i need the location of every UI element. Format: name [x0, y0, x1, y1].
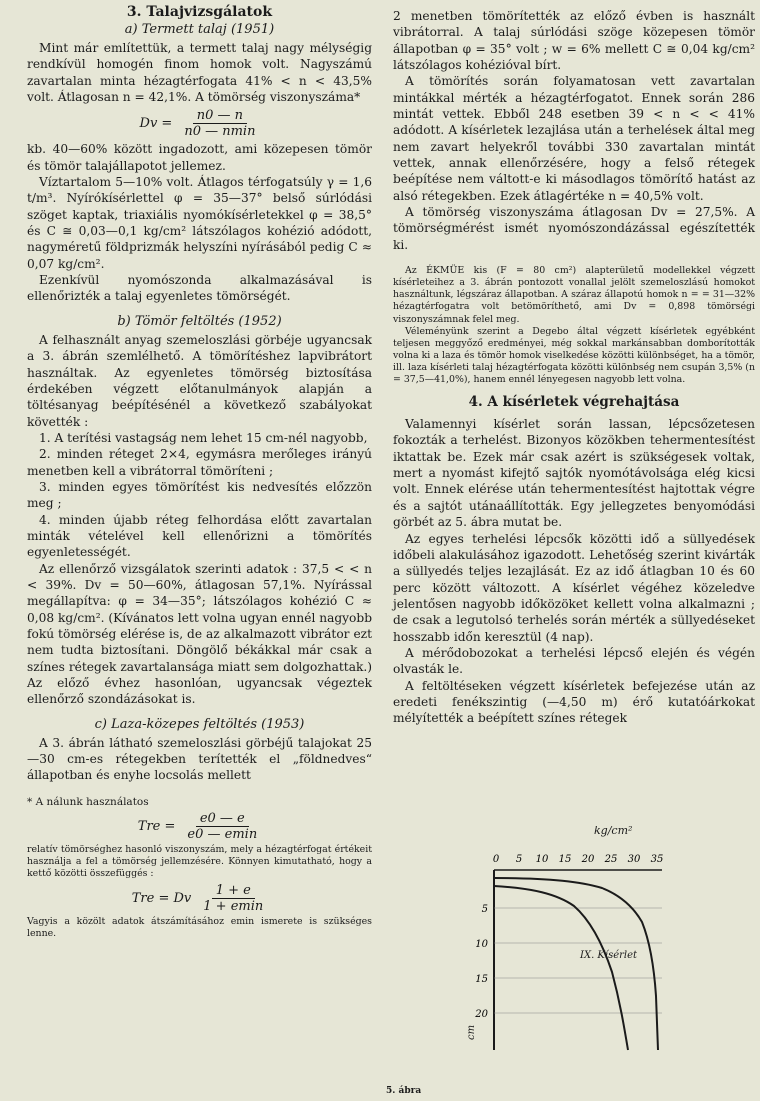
right-column [393, 0, 755, 727]
equation-relation [27, 883, 372, 914]
subsection-a-title: a) Termett talaj (1951) [124, 22, 275, 37]
y-tick-label: 20 [475, 1009, 488, 1020]
y-tick-label: 10 [475, 939, 488, 950]
x-tick-label: 25 [604, 854, 618, 865]
equation-lhs: Dv = [139, 116, 173, 132]
paragraph: kb. 40—60% között ingadozott, ami közepesen tömör és tömör talajállapotot jellemez. [27, 142, 372, 173]
paragraph: Ezenkívül nyomószonda alkalmazásával is ellenőrizték a talaj egyenletes tömörségét. [27, 273, 372, 304]
equation-lhs: Tre = Dv [131, 891, 192, 907]
equation-numerator: 1 + e [212, 883, 255, 899]
list-item: 4. minden újabb réteg felhordása előtt zavartalan minták vételével kell ellenőrizni a tömörítés egyenletességét. [27, 512, 372, 560]
equation-numerator: n0 — n [193, 108, 247, 124]
paragraph: Mint már említettük, a termett talaj nagy mélységig rendkívül homogén finom homok volt. Nagyszámú zavartalan minta hézagtérfogata 41% < n < 43,5% volt. Átlagosan n = 42,1%. A tömörség viszonyszáma* [27, 41, 372, 105]
footnote-text: Vagyis a közölt adatok átszámításához emin ismerete is szükséges lenne. [27, 916, 372, 940]
paragraph: A tömörítés során folyamatosan vett zavartalan mintákkal mérték a hézagtérfogatot. Ennek során 286 mintát vettek. Ebből 248 esetben 39 < n < < 41% adódott. A kísérletek lezajlása után a terhelések által meg nem zavart helyekről további 330 zavartalan mintát vettek, annak ellenőrzésére, hogy a felső rétegek beépítése nem váltott-e ki másodlagos tömörítő hatást az alsó rétegekben. Ezek átlagértéke n = 40,5% volt. [393, 74, 755, 203]
equation-denominator: n0 — nmin [184, 124, 256, 140]
figure-unit-label: kg/cm² [594, 826, 633, 837]
paragraph: 2 menetben tömörítették az előző évben is használt vibrátorral. A talaj súrlódási szöge közepesen tömör állapotban φ = 35° volt ; w = 6% mellett C ≅ 0,04 kg/cm² látszólagos kohézióval bírt. [393, 9, 755, 73]
equation-lhs: Tre = [137, 818, 176, 834]
paragraph: A felhasznált anyag szemeloszlási görbéje ugyancsak a 3. ábrán szemlélhető. A tömörítéshez lapvibrátort használtak. Az egyenletes tömörség biztosítása érdekében végzett előtanulmányok alapján a töltésanyag beépítésénél a következő szabályokat követték : [27, 332, 372, 429]
left-column [27, 0, 372, 940]
x-tick-label: 0 [492, 854, 500, 865]
list-item: 1. A terítési vastagság nem lehet 15 cm-nél nagyobb, [39, 430, 368, 445]
figure-caption: 5. ábra [386, 1086, 422, 1096]
x-tick-label: 5 [515, 854, 523, 865]
subsection-b-title: b) Tömör feltöltés (1952) [117, 313, 282, 329]
paragraph: A 3. ábrán látható szemeloszlási görbéjű talajokat 25—30 cm-es rétegekben terítették el „földnedves“ állapotban és enyhe locsolás mellett [27, 735, 372, 783]
paragraph: A mérődobozokat a terhelési lépcső elején és végén olvasták le. [393, 645, 755, 677]
equation-tre [27, 811, 372, 842]
equation-fraction [180, 108, 259, 139]
footnote-text: relatív tömörséghez hasonló viszonyszám, mely a hézagtérfogat értékeit használja a fel a tömörség jellemzésére. Könnyen kimutatható, hogy a kettő közötti összefüggés : [27, 843, 372, 880]
settlement-curve-lower [494, 886, 628, 1050]
y-tick-label: 5 [481, 904, 488, 915]
x-tick-label: 15 [558, 854, 572, 865]
equation-denominator: e0 — emin [187, 826, 258, 842]
x-tick-label: 20 [581, 854, 595, 865]
y-unit-label: cm [466, 1024, 477, 1040]
y-tick-labels [474, 904, 488, 1020]
x-tick-label: 10 [535, 854, 549, 865]
section-4-title: 4. A kísérletek végrehajtása [468, 394, 680, 411]
x-tick-labels [493, 854, 664, 865]
small-print-paragraph: Véleményünk szerint a Degebo által végzett kísérletek egyébként teljesen meggyőző eredményei, még sokkal markánsabban domborították volna ki a laza és tömör homok viselkedése közötti különbséget, ha a tömör, ill. laza kísérleti talaj hézagtérfogata közötti különbség nem csupán 3,5% (n = 37,5—41,0%), hanem ennél lényegesen nagyobb lett volna. [393, 325, 755, 385]
y-tick-label: 15 [475, 974, 488, 985]
paragraph: A tömörség viszonyszáma átlagosan Dv = 27,5%. A tömörségmérést ismét nyomószondázással egészítették ki. [393, 205, 755, 252]
paragraph: Víztartalom 5—10% volt. Átlagos térfogatsúly γ = 1,6 t/m³. Nyírókísérlettel φ = 35—37° belső súrlódási szöget kaptak, triaxiális nyomókísérletekkel φ = 38,5° és C ≅ 0,03—0,1 kg/cm² látszólagos kohézió adódott, nagyméretű földprizmák helyszíni nyírásából pedig C ≈ 0,07 kg/cm². [27, 175, 372, 271]
settlement-figure [462, 826, 692, 1056]
section-title: 3. Talajvizsgálatok [126, 4, 273, 20]
list-item: 3. minden egyes tömörítést kis nedvesítés előzzön meg ; [27, 479, 372, 511]
paragraph: Valamennyi kísérlet során lassan, lépcsőzetesen fokozták a terhelést. Bizonyos közökben tehermentesítést iktattak be. Ezek már csak azért is szükségesek voltak, mert a nyomást kifejtő sajtók nyomótávolsága elég kicsi volt. Ennek elérése után tehermentesítést hajtottak végre és a sajtót utánaállították. Egy jellegzetes benyomódási görbét az 5. ábra mutat be. [393, 417, 755, 530]
equation-numerator: e0 — e [196, 811, 249, 827]
footnote-intro: * A nálunk használatos [27, 795, 149, 808]
small-print-paragraph: Az ÉKMÜE kis (F = 80 cm²) alapterületű modellekkel végzett kísérleteihez a 3. ábrán pontozott vonallal jelölt szemeloszlású homokot használtunk, légszáraz állapotban. A száraz állapotú homok n = = 31—32% hézagtérfogatra volt betömöríthető, ami Dv = 0,898 tömörségi viszonyszámnak felel meg. [393, 265, 755, 325]
equation-dv [27, 108, 372, 139]
x-tick-label: 35 [650, 854, 664, 865]
paragraph: Az ellenőrző vizsgálatok szerinti adatok : 37,5 < < n < 39%. Dv = 50—60%, átlagosan 57,1%. Nyírással megállapítva: φ = 34—35°; látszólagos kohézió C ≈ 0,08 kg/cm². (Kívánatos lett volna ugyan ennél nagyobb fokú tömörség elérése is, de az alkalmazott vibrátor ezt nem tudta biztosítani. Döngölő békákkal már csak a színes rétegek zavartalansága miatt sem dolgozhattak.) Az előző évhez hasonlóan, ugyancsak végeztek ellenőrző szondázásokat is. [27, 561, 372, 707]
list-item: 2. minden réteget 2×4, egymásra merőleges irányú menetben kell a vibrátorral tömöríteni ; [27, 447, 372, 478]
curve-label: IX. Kísérlet [580, 950, 638, 961]
equation-denominator: 1 + emin [203, 899, 264, 915]
paragraph: Az egyes terhelési lépcsők közötti idő a süllyedések időbeli alakulásához igazodott. Lehetőség szerint kivárták a süllyedés teljes lezajlását. Ez az idő átlagban 10 és 60 perc között változott. A kísérlet végéhez közeledve jelentősen nagyobb időközöket kellett volna alkalmazni ; de csak a legutolsó terhelés során mérték a süllyedéseket hosszabb időn keresztül (4 nap). [393, 531, 755, 644]
paragraph: A feltöltéseken végzett kísérletek befejezése után az eredeti fenékszintig (—4,50 m) érő kutatóárkokat mélyítették a beépített színes rétegek [393, 678, 755, 726]
equation-fraction [199, 883, 267, 914]
x-tick-label: 30 [627, 854, 641, 865]
settlement-curve-upper [494, 878, 658, 1050]
equation-fraction [183, 811, 261, 842]
subsection-c-title: c) Laza-közepes feltöltés (1953) [94, 716, 305, 732]
